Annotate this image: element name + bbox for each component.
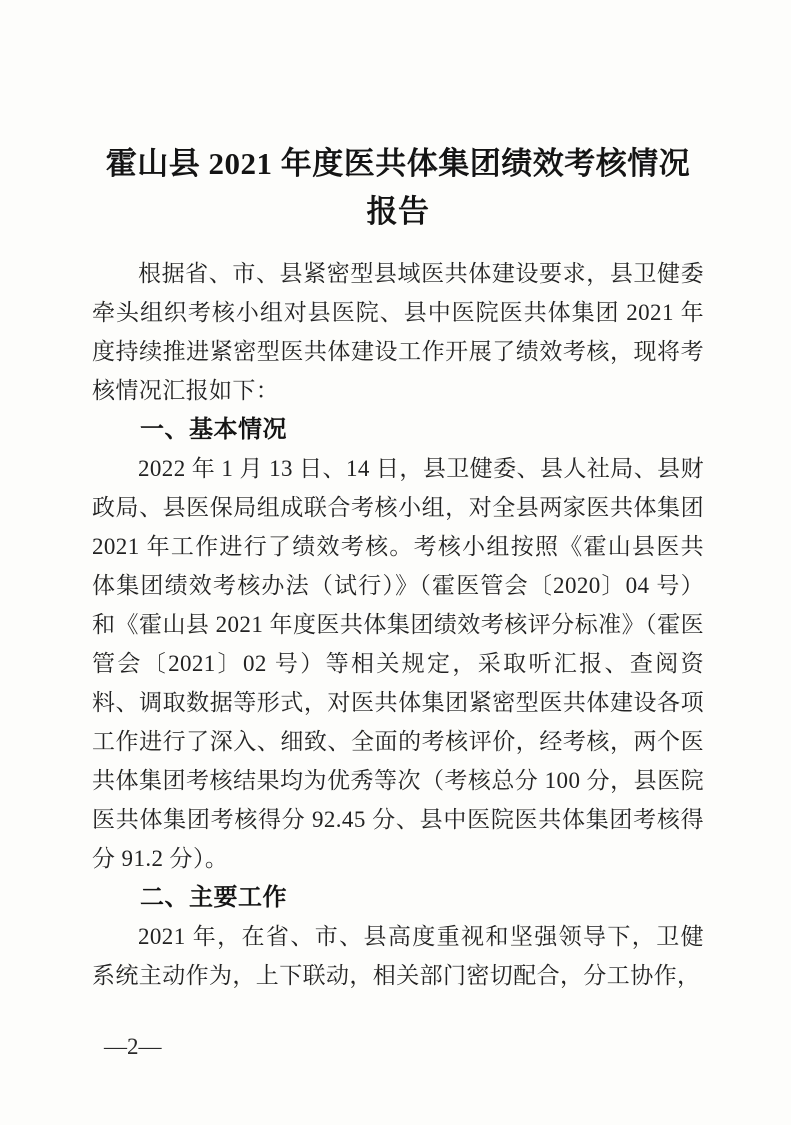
page-number: —2— [104, 1034, 162, 1059]
document-title: 霍山县 2021 年度医共体集团绩效考核情况报告 [105, 146, 691, 229]
section-2-heading: 二、主要工作 [140, 884, 287, 911]
document-content [92, 140, 704, 995]
intro-paragraph: 根据省、市、县紧密型县域医共体建设要求，县卫健委牵头组织考核小组对县医院、县中医院医共体集团 2021 年度持续推进紧密型医共体建设工作开展了绩效考核，现将考核情况汇报如下： [92, 261, 704, 403]
section-2-paragraph: 2021 年，在省、市、县高度重视和坚强领导下，卫健系统主动作为，上下联动，相关部门密切配合，分工协作， [92, 924, 704, 988]
section-1-paragraph: 2022 年 1 月 13 日、14 日，县卫健委、县人社局、县财政局、县医保局组成联合考核小组，对全县两家医共体集团 2021 年工作进行了绩效考核。考核小组按照《霍山县医共体集团绩效考核办法（试行）》（霍医管会〔2020〕04 号）和《霍山县 2021 年度医共体集团绩效考核评分标准》（霍医管会〔2021〕02 号）等相关规定，采取听汇报、查阅资料、调取数据等形式，对医共体集团紧密型医共体建设各项工作进行了深入、细致、全面的考核评价，经考核，两个医共体集团考核结果均为优秀等次（考核总分 100 分，县医院医共体集团考核得分 92.45 分、县中医院医共体集团考核得分 91.2 分）。 [92, 456, 704, 871]
section-1-heading: 一、基本情况 [140, 416, 287, 443]
